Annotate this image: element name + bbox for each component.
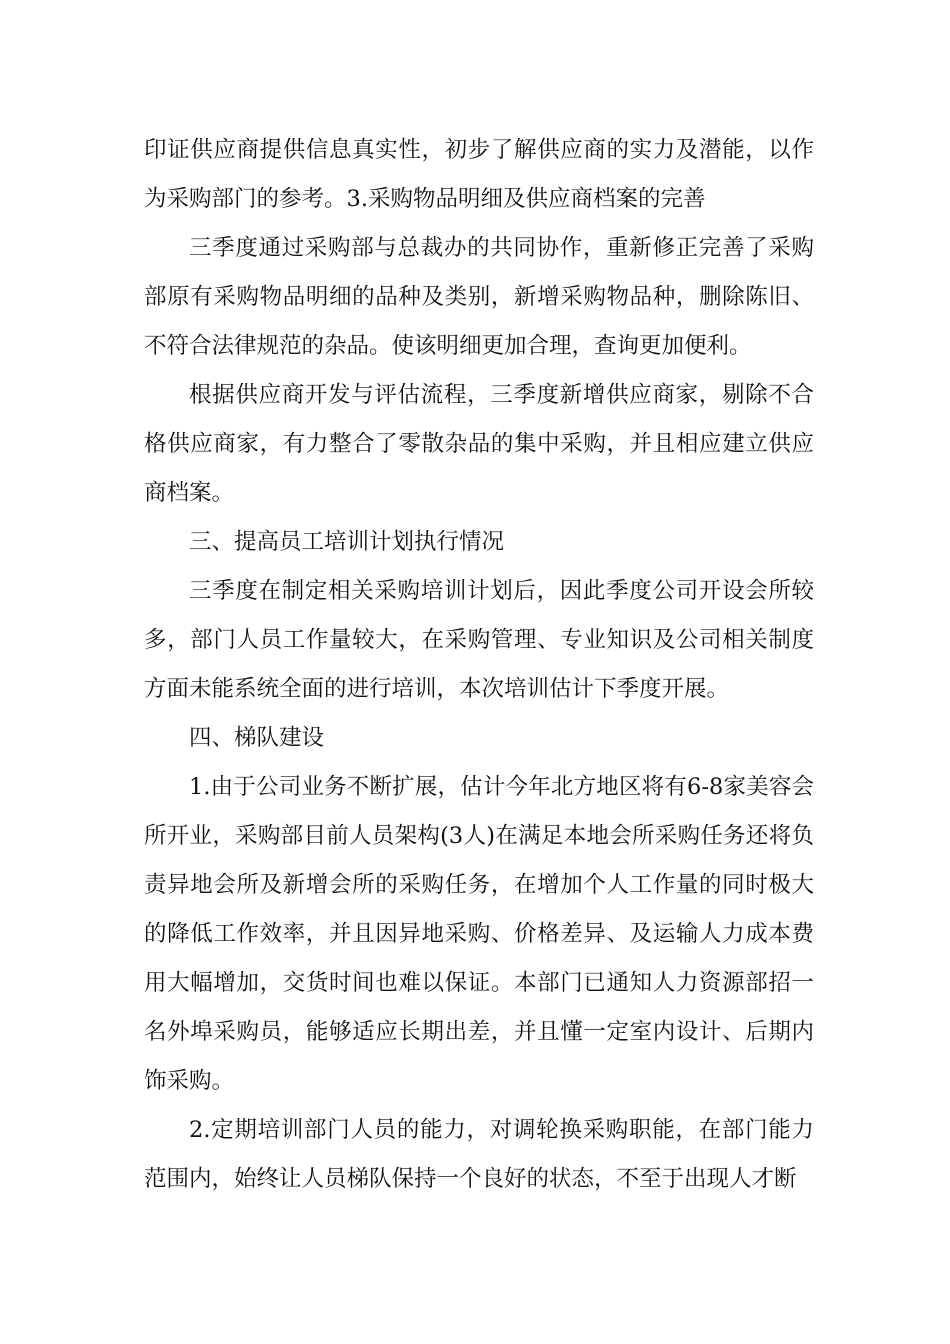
- paragraph-team-point-2: 2.定期培训部门人员的能力，对调轮换采购职能，在部门能力范围内，始终让人员梯队保持一个良好的状态，不至于出现人才断: [144, 1117, 814, 1192]
- paragraph-item-list-revision: 三季度通过采购部与总裁办的共同协作，重新修正完善了采购部原有采购物品明细的品种及类别，新增采购物品种，删除陈旧、不符合法律规范的杂品。使该明细更加合理，查询更加便利。: [144, 235, 814, 359]
- paragraph-supplier-evaluation: 根据供应商开发与评估流程，三季度新增供应商家，剔除不合格供应商家，有力整合了零散杂品的集中采购，并且相应建立供应商档案。: [144, 382, 814, 506]
- paragraph-supplier-verification: 印证供应商提供信息真实性，初步了解供应商的实力及潜能，以作为采购部门的参考。3.采购物品明细及供应商档案的完善: [144, 137, 814, 212]
- document-body: [144, 126, 814, 1204]
- section-heading-training: 三、提高员工培训计划执行情况: [189, 529, 505, 555]
- paragraph-training-status: 三季度在制定相关采购培训计划后，因此季度公司开设会所较多，部门人员工作量较大，在采购管理、专业知识及公司相关制度方面未能系统全面的进行培训，本次培训估计下季度开展。: [144, 578, 814, 702]
- paragraph-team-point-1: 1.由于公司业务不断扩展，估计今年北方地区将有6-8家美容会所开业，采购部目前人员架构(3人)在满足本地会所采购任务还将负责异地会所及新增会所的采购任务，在增加个人工作量的同时极大的降低工作效率，并且因异地采购、价格差异、及运输人力成本费用大幅增加，交货时间也难以保证。本部门已通知人力资源部招一名外埠采购员，能够适应长期出差，并且懂一定室内设计、后期内饰采购。: [144, 774, 814, 1094]
- section-heading-team-building: 四、梯队建设: [189, 725, 325, 751]
